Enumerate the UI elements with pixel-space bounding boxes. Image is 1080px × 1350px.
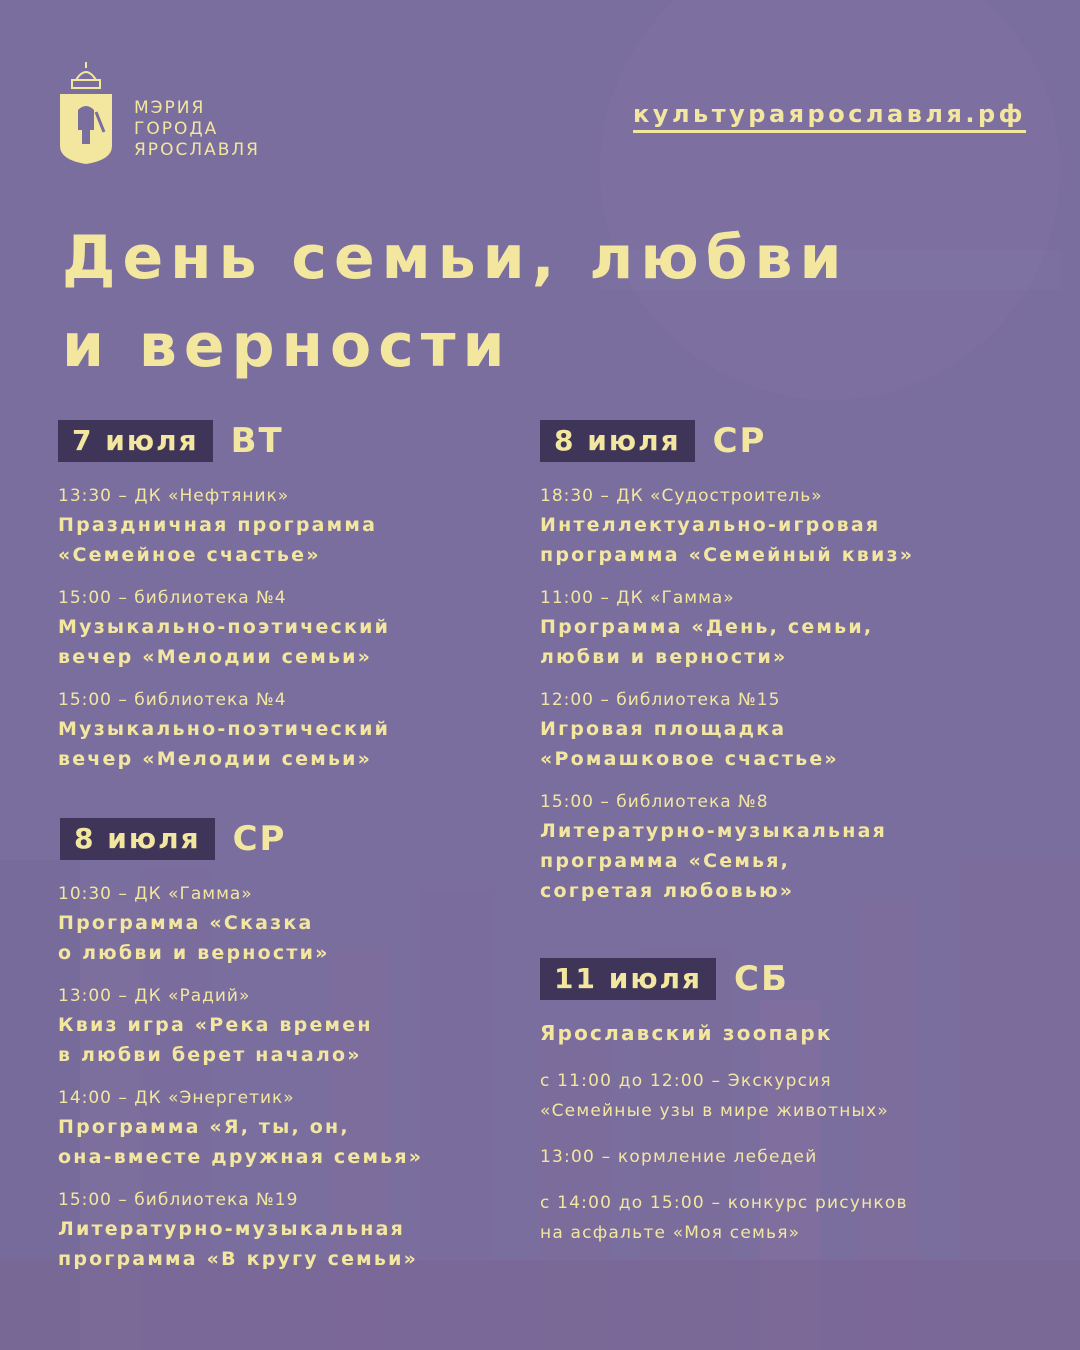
day-header: [540, 420, 766, 462]
event-item: [540, 484, 1020, 570]
event-title: [58, 612, 518, 672]
event-time-venue: 18:30 – ДК «Судостроитель»: [540, 486, 823, 506]
zoo-event-line: 13:00 – кормление лебедей: [540, 1147, 818, 1167]
event-title-line: Интеллектуально-игровая: [540, 514, 881, 536]
weekday-label: СР: [712, 421, 767, 461]
logo-line-2: ГОРОДА: [134, 119, 219, 139]
event-item: [58, 1086, 538, 1172]
zoo-event-line: на асфальте «Моя семья»: [540, 1223, 801, 1243]
event-title-line: Программа «Я, ты, он,: [58, 1116, 350, 1138]
title-line-2: и верности: [62, 311, 512, 381]
page-title: [62, 214, 1022, 390]
event-item: [58, 1188, 538, 1274]
event-title: [58, 1214, 538, 1274]
event-title-line: Музыкально-поэтический: [58, 616, 391, 638]
date-badge: 8 июля: [60, 818, 215, 860]
event-title-line: Игровая площадка: [540, 718, 787, 740]
title-line-1: День семьи, любви: [62, 223, 849, 293]
event-title-line: о любви и верности»: [58, 942, 330, 964]
event-title-line: Квиз игра «Река времен: [58, 1014, 373, 1036]
day-header: [540, 958, 789, 1000]
event-item: [58, 984, 538, 1070]
event-item: [540, 586, 1020, 672]
zoo-event-line: с 14:00 до 15:00 – конкурс рисунков: [540, 1193, 908, 1213]
events-list: [540, 484, 1020, 922]
event-title-line: Праздничная программа: [58, 514, 378, 536]
zoo-event-line: с 11:00 до 12:00 – Экскурсия: [540, 1071, 832, 1091]
event-title-line: Программа «День, семьи,: [540, 616, 874, 638]
event-time-venue: 13:00 – ДК «Радий»: [58, 986, 251, 1006]
event-item: [540, 688, 1020, 774]
event-title: [58, 908, 538, 968]
event-time-venue: 13:30 – ДК «Нефтяник»: [58, 486, 290, 506]
event-item: [58, 688, 518, 774]
event-title-line: программа «В кругу семьи»: [58, 1248, 419, 1270]
events-list: [58, 882, 538, 1290]
event-time-venue: 15:00 – библиотека №4: [58, 690, 287, 710]
event-title-line: в любви берет начало»: [58, 1044, 362, 1066]
date-badge: 11 июля: [540, 958, 716, 1000]
day-header: [60, 818, 286, 860]
event-title: [58, 510, 518, 570]
event-item: [58, 484, 518, 570]
venue-title: Ярославский зоопарк: [540, 1021, 833, 1045]
event-title-line: «Ромашковое счастье»: [540, 748, 839, 770]
event-title-line: вечер «Мелодии семьи»: [58, 748, 373, 770]
event-title-line: Музыкально-поэтический: [58, 718, 391, 740]
zoo-event-item: [540, 1188, 1040, 1248]
event-item: [540, 790, 1020, 906]
event-time-venue: 10:30 – ДК «Гамма»: [58, 884, 253, 904]
event-title-line: программа «Семья,: [540, 850, 791, 872]
zoo-event-item: [540, 1142, 1040, 1172]
event-title-line: она-вместе дружная семья»: [58, 1146, 424, 1168]
event-title: [540, 816, 1020, 906]
event-item: [58, 586, 518, 672]
event-title-line: «Семейное счастье»: [58, 544, 321, 566]
event-time-venue: 15:00 – библиотека №4: [58, 588, 287, 608]
event-title-line: Программа «Сказка: [58, 912, 314, 934]
website-link[interactable]: культураярославля.рф: [633, 100, 1026, 133]
event-time-venue: 15:00 – библиотека №8: [540, 792, 769, 812]
zoo-event-line: «Семейные узы в мире животных»: [540, 1101, 890, 1121]
event-title-line: Литературно-музыкальная: [58, 1218, 406, 1240]
logo-line-3: ЯРОСЛАВЛЯ: [134, 140, 260, 160]
event-time-venue: 11:00 – ДК «Гамма»: [540, 588, 735, 608]
weekday-label: СБ: [734, 959, 789, 999]
zoo-event-item: [540, 1066, 1040, 1126]
city-coat-of-arms-icon: [58, 60, 114, 166]
event-title: [58, 714, 518, 774]
event-title-line: любви и верности»: [540, 646, 788, 668]
events-list: [58, 484, 518, 790]
event-title-line: согретая любовью»: [540, 880, 795, 902]
event-title: [58, 1112, 538, 1172]
event-time-venue: 15:00 – библиотека №19: [58, 1190, 299, 1210]
event-title-line: программа «Семейный квиз»: [540, 544, 915, 566]
event-title: [540, 612, 1020, 672]
date-badge: 7 июля: [58, 420, 213, 462]
logo-line-1: МЭРИЯ: [134, 98, 206, 118]
day-header: [58, 420, 284, 462]
event-time-venue: 14:00 – ДК «Энергетик»: [58, 1088, 295, 1108]
logo-text: [134, 98, 260, 161]
event-item: [58, 882, 538, 968]
event-title: [540, 510, 1020, 570]
event-time-venue: 12:00 – библиотека №15: [540, 690, 781, 710]
zoo-events: [540, 1018, 1040, 1264]
event-title: [58, 1010, 538, 1070]
date-badge: 8 июля: [540, 420, 695, 462]
event-title-line: Литературно-музыкальная: [540, 820, 888, 842]
event-title-line: вечер «Мелодии семьи»: [58, 646, 373, 668]
event-title: [540, 714, 1020, 774]
weekday-label: СР: [232, 819, 287, 859]
weekday-label: ВТ: [230, 421, 284, 461]
